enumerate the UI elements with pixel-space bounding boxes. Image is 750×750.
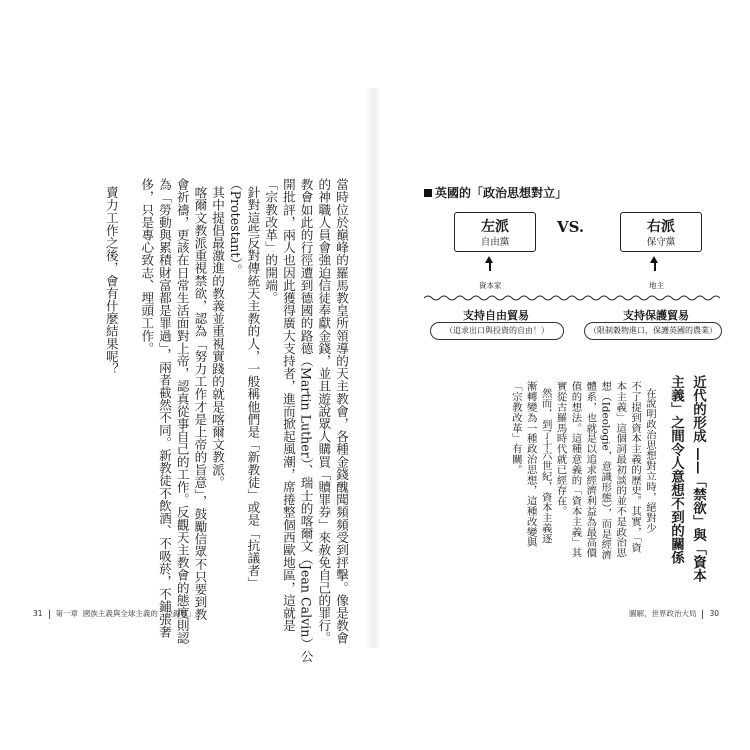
diagram-title: 英國的「政治思想對立」 bbox=[424, 184, 567, 201]
chapter-label: 第一章 bbox=[55, 609, 79, 618]
left-supporter-label: 資本家 bbox=[479, 281, 502, 290]
footer-divider bbox=[702, 610, 703, 619]
right-page-number: 30 bbox=[709, 609, 719, 618]
right-supporter-label: 地主 bbox=[649, 281, 664, 290]
right-arrow-stem bbox=[654, 262, 657, 271]
left-page-body-text: 當時位於巔峰的羅馬教皇所領導的天主教會，各種金錢醜聞頻頻受到抨擊。像是教會 的神職人員會強迫信徒奉獻金錢，並且遊說眾人購買「贖罪券」來赦免自己的罪行。 教會如此的行徑遭到德國的路德（Martin Luther）、瑞士的喀爾文（Jean Calvin）公 開批評，兩人也因此獲得廣大支持者，進而掀起風潮，席捲整個西歐地區，這就是 「宗教改革」的開端。 針對這些反對傳統天主教的人，一般稱他們是「新教徒」或是「抗議者」 （Protestant）。 其中提倡最激進的教義並重視實踐的就是喀爾文教派。 喀爾文教派重視禁欲，認為「努力工作才是上帝的旨意」，鼓勵信眾不只要到教 會祈禱，更該在日常生活面對上帝，認真從事自己的工作。反觀天主教會的態度則認 為「勞動與累積財富都是罪過」，兩者截然不同。新教徒不飲酒、不吸菸，不鋪張奢 侈，只是專心致志、埋頭工作。 賣力工作之後，會有什麼結果呢？ bbox=[103, 178, 349, 663]
right-party-box bbox=[620, 212, 702, 252]
left-policy-title: 支持自由貿易 bbox=[463, 309, 529, 322]
left-party-label: 左派 bbox=[481, 219, 509, 235]
running-title: 國族主義與全球主義的「拉鋸戰」 bbox=[82, 609, 196, 618]
left-policy-note: （追求出口與投資的自由！） bbox=[430, 322, 564, 340]
right-party-label: 右派 bbox=[647, 219, 675, 235]
vs-label: VS. bbox=[557, 218, 585, 236]
square-bullet-icon bbox=[424, 189, 432, 197]
politics-diagram bbox=[424, 184, 720, 349]
wavy-divider bbox=[424, 294, 720, 302]
right-page-body-text: 在說明政治思想對立時，絕對少 不了提到資本主義的歷史。其實，「資 本主義」這個詞最初談的並不是政治思 想（Ideologie，意識形態），而是經濟 體系，也就是以追求經濟利益為最高價 值的想法。這種意義的「資本主義」其 實從古羅馬時代就已經存在。 然而，到了十六世紀，資本主義逐 漸轉變為一種政治思想，這種改變與 「宗教改革」有關。 bbox=[509, 381, 656, 560]
left-page-number: 31 bbox=[33, 609, 43, 618]
right-party-sub-label: 保守黨 bbox=[646, 237, 676, 248]
book-gutter bbox=[365, 88, 381, 648]
left-party-sub-label: 自由黨 bbox=[480, 237, 510, 248]
right-policy-note: （限制穀物進口，保護英國的農業） bbox=[584, 322, 722, 340]
book-title: 圖解，世界政治大局 bbox=[628, 609, 697, 618]
left-page bbox=[5, 88, 362, 663]
section-heading: 近代的形成 ——「禁欲」與「資本 主義」之間令人意想不到的關係 bbox=[668, 375, 706, 583]
left-party-box bbox=[454, 212, 536, 252]
right-page bbox=[384, 88, 745, 648]
left-page-footer bbox=[33, 608, 195, 619]
footer-divider bbox=[49, 610, 50, 619]
right-page-footer bbox=[629, 608, 719, 619]
right-policy-title: 支持保護貿易 bbox=[623, 309, 689, 322]
left-arrow-stem bbox=[489, 262, 492, 271]
